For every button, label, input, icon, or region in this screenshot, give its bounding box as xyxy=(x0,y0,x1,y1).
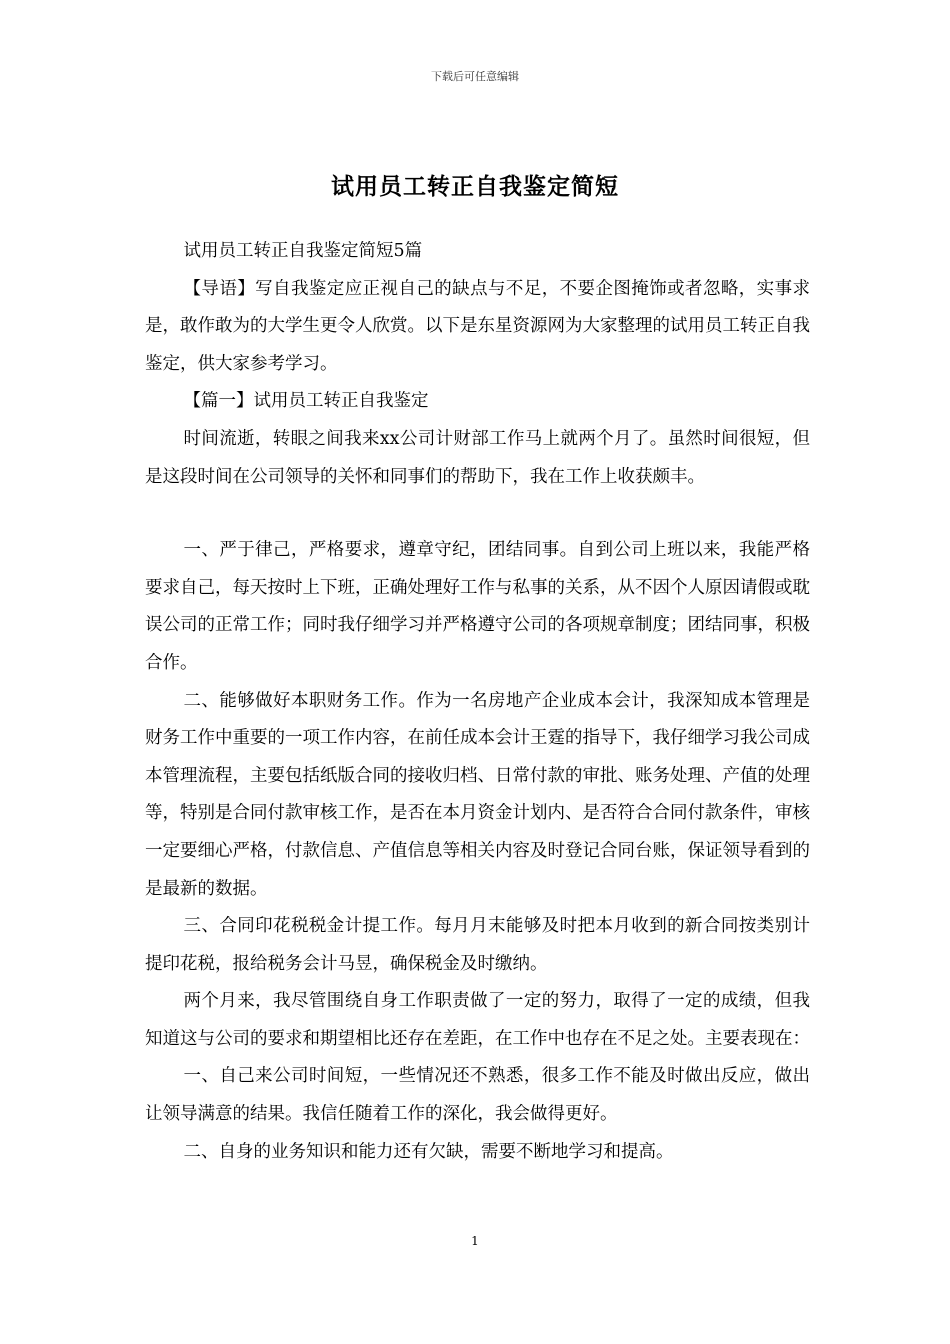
section-heading: 【篇一】试用员工转正自我鉴定 xyxy=(183,391,429,412)
document-body xyxy=(145,233,810,1171)
subtitle-paragraph: 试用员工转正自我鉴定简短5篇 xyxy=(183,241,423,261)
body-paragraph: 二、能够做好本职财务工作。作为一名房地产企业成本会计，我深知成本管理是财务工作中重要的一项工作内容，在前任成本会计王霆的指导下，我仔细学习我公司成本管理流程，主要包括纸版合同的接收归档、日常付款的审批、账务处理、产值的处理等，特别是合同付款审核工作，是否在本月资金计划内、是否符合合同付款条件，审核一定要细心严格，付款信息、产值信息等相关内容及时登记合同台账，保证领导看到的是最新的数据。 xyxy=(145,690,810,899)
document-title: 试用员工转正自我鉴定简短 xyxy=(331,173,619,201)
body-paragraph: 一、自己来公司时间短，一些情况还不熟悉，很多工作不能及时做出反应，做出让领导满意的结果。我信任随着工作的深化，我会做得更好。 xyxy=(145,1066,810,1125)
body-paragraph: 两个月来，我尽管围绕自身工作职责做了一定的努力，取得了一定的成绩，但我知道这与公司的要求和期望相比还存在差距，在工作中也存在不足之处。主要表现在： xyxy=(145,991,810,1049)
page-header-note: 下载后可任意编辑 xyxy=(431,70,519,83)
body-paragraph: 时间流逝，转眼之间我来xx公司计财部工作马上就两个月了。虽然时间很短，但是这段时间在公司领导的关怀和同事们的帮助下，我在工作上收获颇丰。 xyxy=(145,428,810,487)
body-paragraph: 三、合同印花税税金计提工作。每月月末能够及时把本月收到的新合同按类别计提印花税，报给税务会计马昱，确保税金及时缴纳。 xyxy=(145,916,810,974)
intro-paragraph: 【导语】写自我鉴定应正视自己的缺点与不足，不要企图掩饰或者忽略，实事求是，敢作敢为的大学生更令人欣赏。以下是东星资源网为大家整理的试用员工转正自我鉴定，供大家参考学习。 xyxy=(145,278,810,374)
body-paragraph: 一、严于律己，严格要求，遵章守纪，团结同事。自到公司上班以来，我能严格要求自己，每天按时上下班，正确处理好工作与私事的关系，从不因个人原因请假或耽误公司的正常工作；同时我仔细学习并严格遵守公司的各项规章制度；团结同事，积极合作。 xyxy=(145,540,810,673)
page-number: 1 xyxy=(471,1234,479,1248)
body-paragraph: 二、自身的业务知识和能力还有欠缺，需要不断地学习和提高。 xyxy=(183,1141,674,1162)
